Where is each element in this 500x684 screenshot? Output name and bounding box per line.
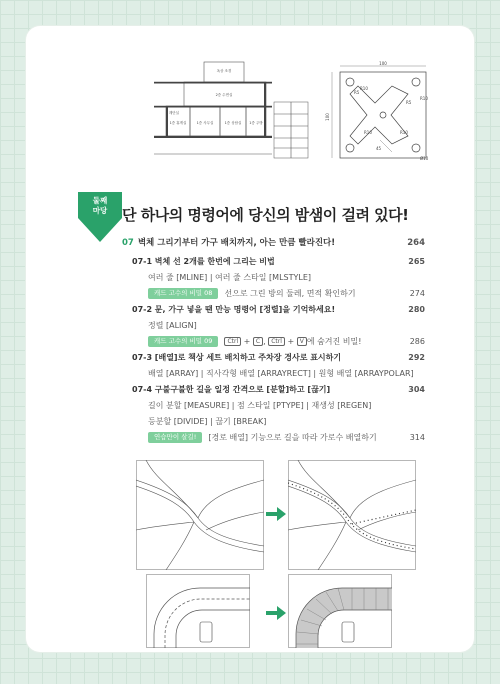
toc-entry[interactable]: [148, 431, 425, 445]
toc-entry-page: 314: [409, 433, 425, 442]
chapter-badge-line2: 마당: [92, 206, 108, 215]
toc-entry-label: 에 숨겨진 비밀!: [306, 337, 362, 346]
road-map-before: [136, 460, 264, 570]
toc-entry[interactable]: [148, 367, 425, 381]
toc-entry-label: [경로 배열] 기능으로 길을 따라 가로수 배열하기: [208, 433, 377, 442]
section-label-2: 1층 휴게실: [169, 121, 187, 125]
road-map-after: [288, 460, 416, 570]
toc-entry-page: 292: [408, 353, 425, 362]
building-section-drawing: [144, 54, 310, 166]
toc-chapter-number: 07: [122, 238, 134, 248]
toc-entry-label: 07-4 구불구불한 길을 일정 간격으로 [분할]하고 [끊기]: [132, 385, 331, 394]
toc-entry-page: 274: [409, 289, 425, 298]
key-v: V: [297, 337, 307, 346]
bracket-dim-width: 100: [379, 61, 387, 66]
bracket-dim-r10-a: R10: [360, 86, 368, 91]
toc-entry[interactable]: [132, 351, 425, 365]
parking-ramp-before: [146, 574, 250, 648]
toc-entry[interactable]: [132, 303, 425, 317]
bracket-dim-r10-b: R10: [420, 96, 428, 101]
bracket-dim-r5-a: R5: [354, 90, 360, 95]
arrow-right-icon: [266, 507, 286, 521]
toc-entry[interactable]: [148, 271, 425, 285]
key-c: C: [253, 337, 263, 346]
chapter-badge-line1: 둘째: [92, 196, 108, 205]
toc-entry[interactable]: [148, 319, 425, 333]
bracket-dim-r10-c: R10: [364, 130, 372, 135]
bracket-dim-angle: 45: [376, 146, 382, 151]
toc-entry[interactable]: [148, 399, 425, 413]
section-label-3: 1층 사무실: [196, 121, 214, 125]
arrow-right-icon: [266, 606, 286, 620]
toc-chapter-page: 264: [407, 238, 425, 248]
toc-entry-page: 265: [408, 257, 425, 266]
toc-entry-label: 배열 [ARRAY] | 직사각형 배열 [ARRAYRECT] | 원형 배열 [ARRAYPOLAR]: [148, 369, 414, 378]
key-ctrl: Ctrl: [224, 337, 241, 346]
toc-entry-label: 길이 분할 [MEASURE] | 점 스타일 [PTYPE] | 재생성 [REGEN]: [148, 401, 372, 410]
toc-entry-label: 07-3 [배열]로 책상 세트 배치하고 주차장 경사로 표시하기: [132, 353, 342, 362]
chapter-badge: [78, 196, 122, 216]
toc-entry[interactable]: [132, 255, 425, 269]
bracket-dim-r10-d: R10: [400, 130, 408, 135]
toc-tag: 캐드 고수의 비밀 09: [148, 336, 218, 347]
bracket-dim-height: 100: [325, 113, 330, 121]
toc-entry-label: 등분할 [DIVIDE] | 끊기 [BREAK]: [148, 417, 267, 426]
toc-tag: 연습만이 살길!: [148, 432, 202, 443]
section-label-0: 옥상 조경: [216, 69, 232, 73]
toc-entry[interactable]: [132, 383, 425, 397]
toc-entry-page: 304: [408, 385, 425, 394]
toc-entry[interactable]: [148, 415, 425, 429]
toc-chapter-title: 벽체 그리기부터 가구 배치까지, 아는 만큼 빨라진다!: [137, 238, 336, 248]
toc-entry-page: 280: [408, 305, 425, 314]
section-label-5: 1층 상담실: [224, 121, 242, 125]
bracket-part-drawing: [320, 60, 438, 170]
toc-entry-label: 선으로 그린 방의 둘레, 면적 확인하기: [224, 289, 356, 298]
toc-entry-label: 여러 줄 [MLINE] | 여러 줄 스타일 [MLSTYLE]: [148, 273, 312, 282]
toc-entry[interactable]: [148, 287, 425, 301]
bracket-dim-hole: Ø10: [420, 156, 429, 161]
section-label-4: 계단실: [168, 111, 180, 115]
toc-entry[interactable]: 캐드 고수의 비밀 09 Ctrl + C , Ctrl + V 에 숨겨진 비밀! 286: [148, 335, 425, 349]
section-label-6: 1층 주방: [249, 121, 263, 125]
toc-chapter[interactable]: [122, 236, 425, 250]
page-headline: 단 하나의 명령어에 당신의 밤샘이 걸려 있다!: [122, 206, 409, 224]
toc-entry-label: 정렬 [ALIGN]: [148, 321, 197, 330]
section-label-1: 2층 수면실: [215, 93, 233, 97]
toc-entry-label: 07-2 문, 가구 넣을 땐 만능 명령어 [정렬]을 기억하세요!: [132, 305, 336, 314]
toc-tag: 캐드 고수의 비밀 08: [148, 288, 218, 299]
toc-entry-label: 07-1 벽체 선 2개를 한번에 그리는 비법: [132, 257, 275, 266]
book-page: [26, 26, 474, 652]
toc-entry-page: 286: [409, 337, 425, 346]
bracket-dim-r5-b: R5: [406, 100, 412, 105]
parking-ramp-after: [288, 574, 392, 648]
key-ctrl: Ctrl: [268, 337, 285, 346]
